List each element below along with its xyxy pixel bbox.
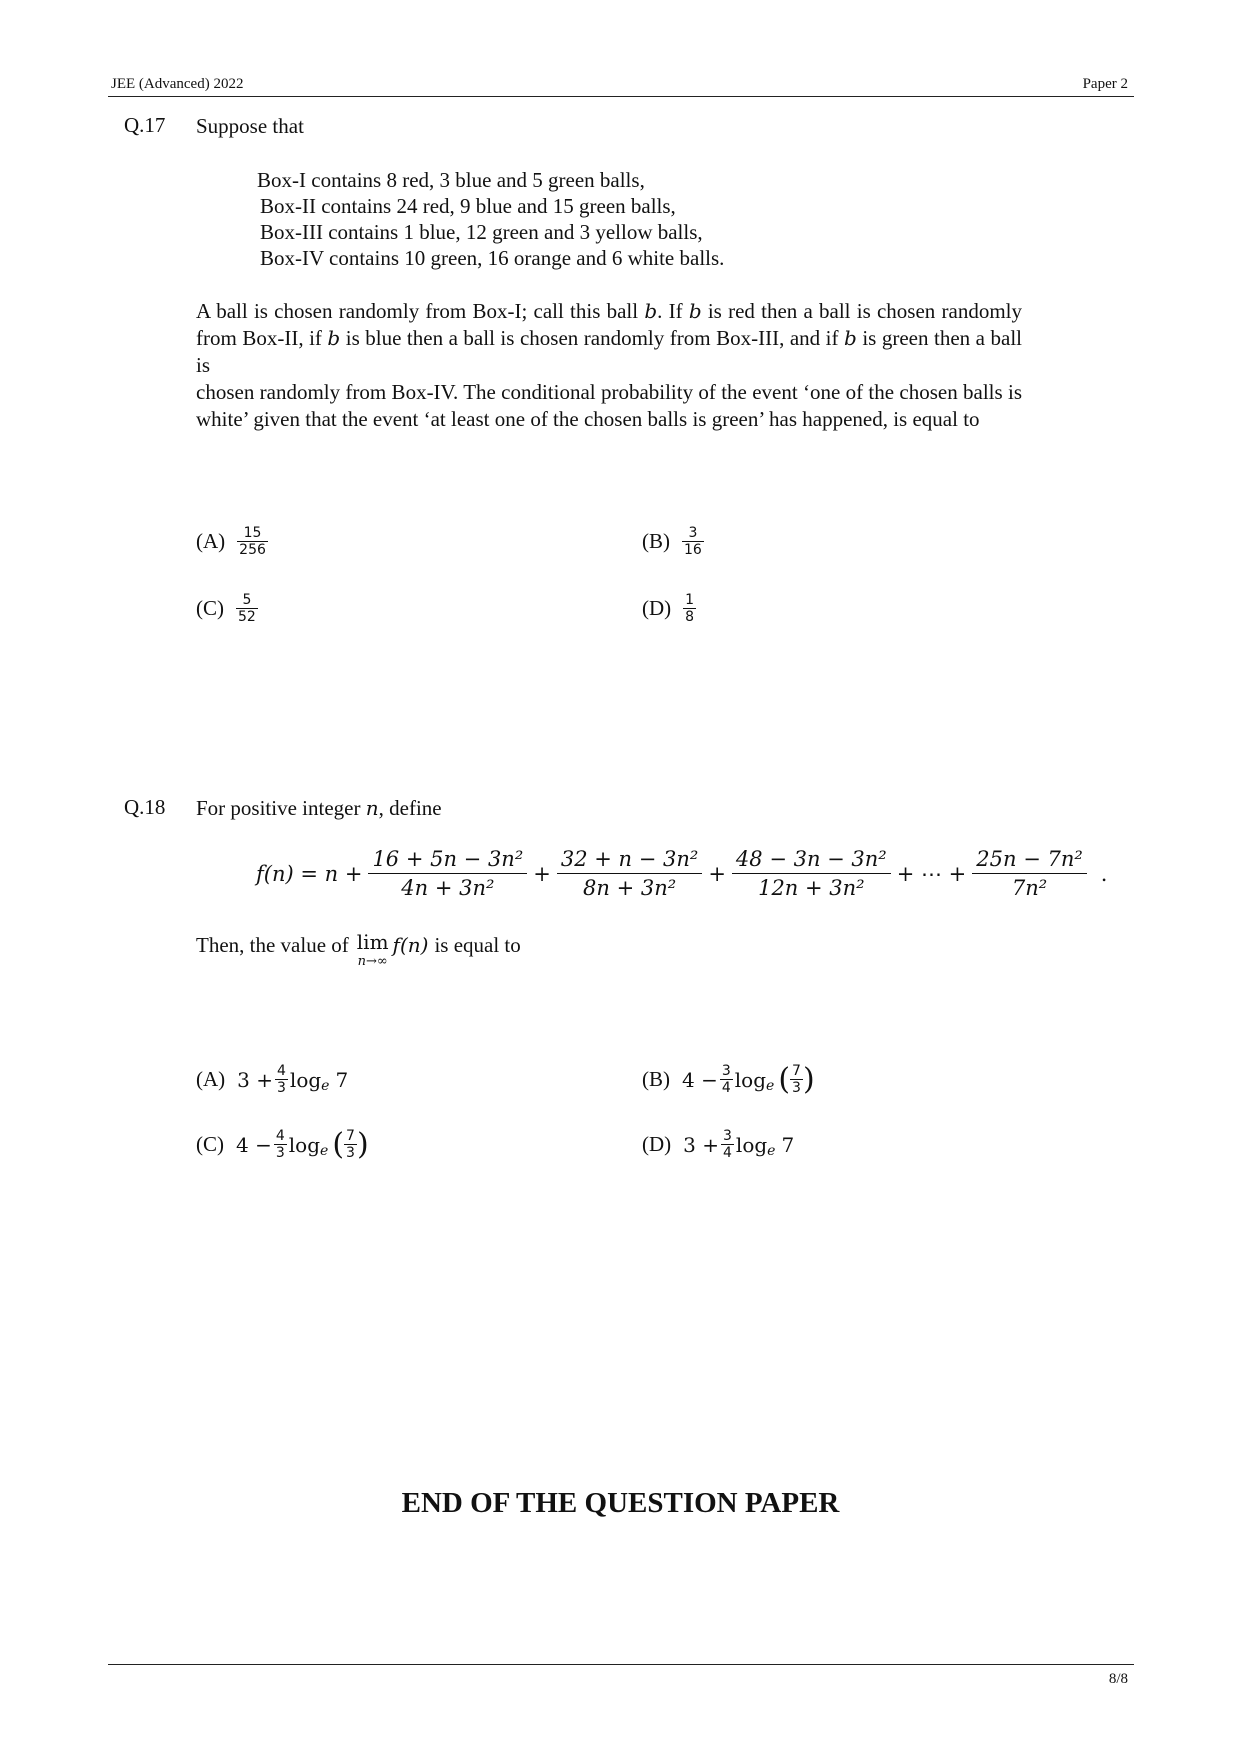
- term-last: [972, 845, 1087, 903]
- numerator: 4: [277, 1063, 286, 1079]
- ellipsis-sum: + ⋯ +: [896, 861, 967, 886]
- right-paren: ): [802, 1061, 815, 1097]
- question-18-then: [196, 932, 521, 968]
- fraction: [344, 1128, 357, 1161]
- log-text: log: [735, 1132, 768, 1157]
- numerator: 3: [688, 525, 698, 541]
- end-of-paper-heading: END OF THE QUESTION PAPER: [401, 1487, 840, 1519]
- log-base: e: [320, 1142, 329, 1159]
- fraction: [274, 1128, 287, 1161]
- question-17-line-3: chosen randomly from Box-IV. The conditional probability of the event ‘one of the chosen balls is: [196, 380, 1022, 404]
- log-argument: 7: [335, 1067, 349, 1092]
- option-17-c[interactable]: [196, 592, 258, 625]
- log-argument: 7: [781, 1132, 795, 1157]
- question-17-line-1: [196, 298, 1022, 325]
- numerator: 1: [685, 592, 695, 608]
- option-label: (B): [642, 529, 670, 554]
- question-17-line-2: [196, 325, 1022, 379]
- header-paper-label: Paper 2: [1082, 76, 1128, 92]
- numerator: 3: [723, 1128, 732, 1144]
- log-base: e: [767, 1142, 776, 1159]
- var-n: n: [365, 796, 379, 820]
- denominator: 4: [721, 1080, 731, 1097]
- numerator: 15: [243, 525, 262, 541]
- text-run: A ball is chosen randomly from Box-I; call this ball: [196, 299, 645, 323]
- denominator: 52: [238, 609, 256, 626]
- numerator: 25n − 7n²: [976, 847, 1083, 871]
- denominator: 3: [275, 1145, 285, 1162]
- numerator: 5: [242, 592, 252, 608]
- denominator: 256: [239, 542, 266, 559]
- denominator: 4n + 3n²: [401, 876, 495, 901]
- text-run: from Box-II, if: [196, 326, 328, 350]
- plus-sign: +: [708, 861, 726, 886]
- term-3: [732, 845, 891, 903]
- log-base: e: [766, 1077, 775, 1094]
- question-17-body: [196, 298, 1022, 433]
- log-base: e: [321, 1077, 330, 1094]
- question-17-line-4: white’ given that the event ‘at least one of the chosen balls is green’ has happened, is equal to: [196, 407, 980, 431]
- formula-f-n: [256, 845, 1107, 903]
- option-prefix: 3 +: [683, 1132, 719, 1157]
- log-text: log: [734, 1067, 767, 1092]
- text-run: is green then a ball is: [196, 326, 1022, 377]
- numerator: 7: [346, 1128, 355, 1144]
- fraction: [682, 525, 704, 558]
- text-run: , define: [378, 796, 442, 820]
- denominator: 12n + 3n²: [758, 876, 865, 901]
- box-2-line: Box-II contains 24 red, 9 blue and 15 green balls,: [260, 194, 676, 218]
- option-label: (D): [642, 1132, 672, 1157]
- var-b: b: [844, 326, 857, 350]
- option-18-a[interactable]: [196, 1063, 348, 1096]
- text-run: is equal to: [434, 933, 521, 957]
- denominator: 16: [684, 542, 702, 559]
- denominator: 3: [792, 1080, 801, 1097]
- numerator: 3: [721, 1063, 731, 1079]
- var-b: b: [644, 299, 658, 323]
- text-run: . If: [657, 299, 689, 323]
- option-18-d[interactable]: [642, 1128, 794, 1161]
- option-prefix: 3 +: [237, 1067, 273, 1092]
- option-label: (B): [642, 1067, 670, 1092]
- option-17-b[interactable]: [642, 525, 704, 558]
- question-17-intro: Suppose that: [196, 114, 304, 138]
- left-paren: (: [778, 1061, 791, 1097]
- option-17-d[interactable]: [642, 592, 696, 625]
- denominator: 4: [723, 1145, 732, 1162]
- option-prefix: 4 −: [236, 1132, 272, 1157]
- denominator: 3: [346, 1145, 355, 1162]
- log-text: log: [288, 1132, 321, 1157]
- option-18-c[interactable]: [196, 1128, 369, 1161]
- option-label: (C): [196, 1132, 224, 1157]
- numerator: 4: [275, 1128, 285, 1144]
- text-run: is blue then a ball is chosen randomly from Box-III, and if: [340, 326, 845, 350]
- box-4-line: Box-IV contains 10 green, 16 orange and 6 white balls.: [260, 246, 725, 270]
- option-prefix: 4 −: [682, 1067, 718, 1092]
- fraction: [275, 1063, 288, 1096]
- fraction: [683, 592, 696, 625]
- page-number: 8/8: [1108, 1671, 1128, 1687]
- term-1: [368, 845, 527, 903]
- option-label: (A): [196, 529, 226, 554]
- numerator: 32 + n − 3n²: [560, 847, 699, 871]
- text-run: is red then a ball is chosen randomly: [701, 299, 1022, 323]
- denominator: 8: [685, 609, 695, 626]
- limit: [357, 932, 389, 968]
- header-rule: [108, 96, 1134, 97]
- footer-rule: [108, 1664, 1134, 1665]
- denominator: 7n²: [1011, 876, 1048, 901]
- fraction: [720, 1063, 733, 1096]
- option-label: (A): [196, 1067, 226, 1092]
- numerator: 16 + 5n − 3n²: [372, 847, 524, 871]
- option-17-a[interactable]: [196, 525, 268, 558]
- option-label: (C): [196, 596, 224, 621]
- box-1-line: Box-I contains 8 red, 3 blue and 5 green balls,: [257, 168, 645, 192]
- term-2: [557, 845, 702, 903]
- text-run: Then, the value of: [196, 933, 349, 957]
- plus-sign: +: [533, 861, 551, 886]
- fraction: [721, 1128, 734, 1161]
- right-paren: ): [356, 1126, 369, 1162]
- var-b: b: [327, 326, 341, 350]
- lim-subscript: n→∞: [357, 954, 388, 969]
- numerator: 48 − 3n − 3n²: [735, 847, 887, 871]
- question-number-18: Q.18: [124, 795, 166, 819]
- log-text: log: [289, 1067, 322, 1092]
- option-18-b[interactable]: [642, 1063, 815, 1096]
- question-18-intro: [196, 795, 442, 822]
- formula-lhs: f(n) = n +: [256, 861, 363, 886]
- box-3-line: Box-III contains 1 blue, 12 green and 3 yellow balls,: [260, 220, 703, 244]
- box-list: [257, 167, 724, 271]
- fraction: [236, 592, 258, 625]
- fraction: [790, 1063, 803, 1096]
- lim-function: f(n): [392, 933, 429, 957]
- option-label: (D): [642, 596, 672, 621]
- left-paren: (: [332, 1126, 345, 1162]
- numerator: 7: [792, 1063, 801, 1079]
- denominator: 3: [277, 1080, 286, 1097]
- lim-operator: lim: [356, 930, 389, 954]
- text-run: For positive integer: [196, 796, 366, 820]
- fraction: [237, 525, 268, 558]
- denominator: 8n + 3n²: [583, 876, 677, 901]
- header-exam-title: JEE (Advanced) 2022: [111, 76, 244, 92]
- period: .: [1100, 861, 1108, 886]
- var-b: b: [688, 299, 702, 323]
- question-number-17: Q.17: [124, 113, 166, 137]
